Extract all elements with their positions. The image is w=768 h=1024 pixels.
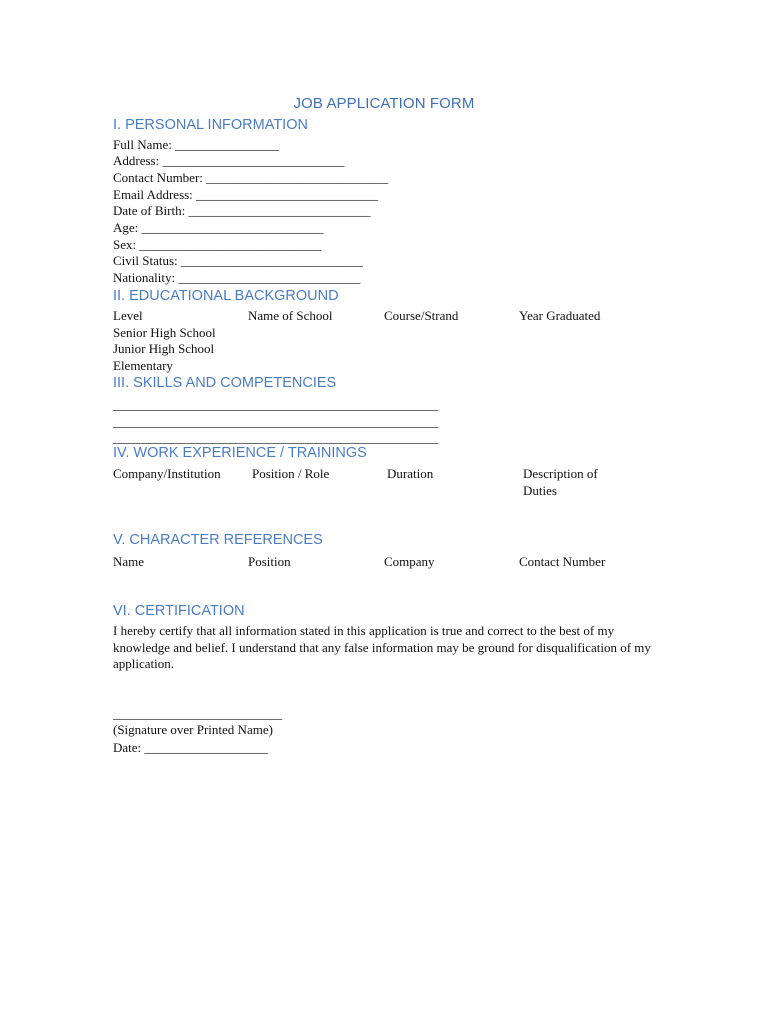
work-col-duration: Duration [387,466,434,481]
certification-heading: VI. CERTIFICATION [113,603,245,619]
skills-line: __________________________________________________ [113,430,438,445]
education-row-elementary: Elementary [113,358,173,373]
nationality-field: Nationality: ____________________________ [113,270,361,285]
education-col-level: Level [113,308,143,323]
skills-line: __________________________________________________ [113,397,438,412]
date-field: Date: ___________________ [113,740,268,755]
contact-number-field: Contact Number: ____________________________ [113,170,389,185]
skills-heading: III. SKILLS AND COMPETENCIES [113,375,337,391]
sex-field: Sex: ____________________________ [113,237,322,252]
signature-line: __________________________ [113,706,282,721]
date-of-birth-field: Date of Birth: ____________________________ [113,203,371,218]
work-col-company: Company/Institution [113,466,221,481]
references-col-name: Name [113,554,145,569]
references-col-company: Company [384,554,435,569]
skills-line: __________________________________________________ [113,414,438,429]
personal-info-heading: I. PERSONAL INFORMATION [113,117,308,133]
certification-statement: I hereby certify that all information stated in this application is true and correct to the best of my knowledge and belief. I understand that any false information may be ground for disqualification of my application. [113,623,651,671]
form-title: JOB APPLICATION FORM [293,95,475,112]
education-col-school: Name of School [248,308,333,323]
work-experience-heading: IV. WORK EXPERIENCE / TRAININGS [113,445,367,461]
education-row-junior-high: Junior High School [113,341,215,356]
references-col-contact: Contact Number [519,554,606,569]
references-col-position: Position [248,554,291,569]
full-name-field: Full Name: ________________ [113,137,280,152]
education-col-course: Course/Strand [384,308,459,323]
education-row-senior-high: Senior High School [113,325,216,340]
work-col-position: Position / Role [252,466,330,481]
signature-label: (Signature over Printed Name) [113,722,273,737]
age-field: Age: ____________________________ [113,220,324,235]
work-col-description: Description of Duties [523,466,598,498]
email-address-field: Email Address: ____________________________ [113,187,379,202]
education-col-year: Year Graduated [519,308,601,323]
civil-status-field: Civil Status: ____________________________ [113,253,363,268]
education-heading: II. EDUCATIONAL BACKGROUND [113,288,339,304]
references-heading: V. CHARACTER REFERENCES [113,532,323,548]
address-field: Address: ____________________________ [113,153,345,168]
